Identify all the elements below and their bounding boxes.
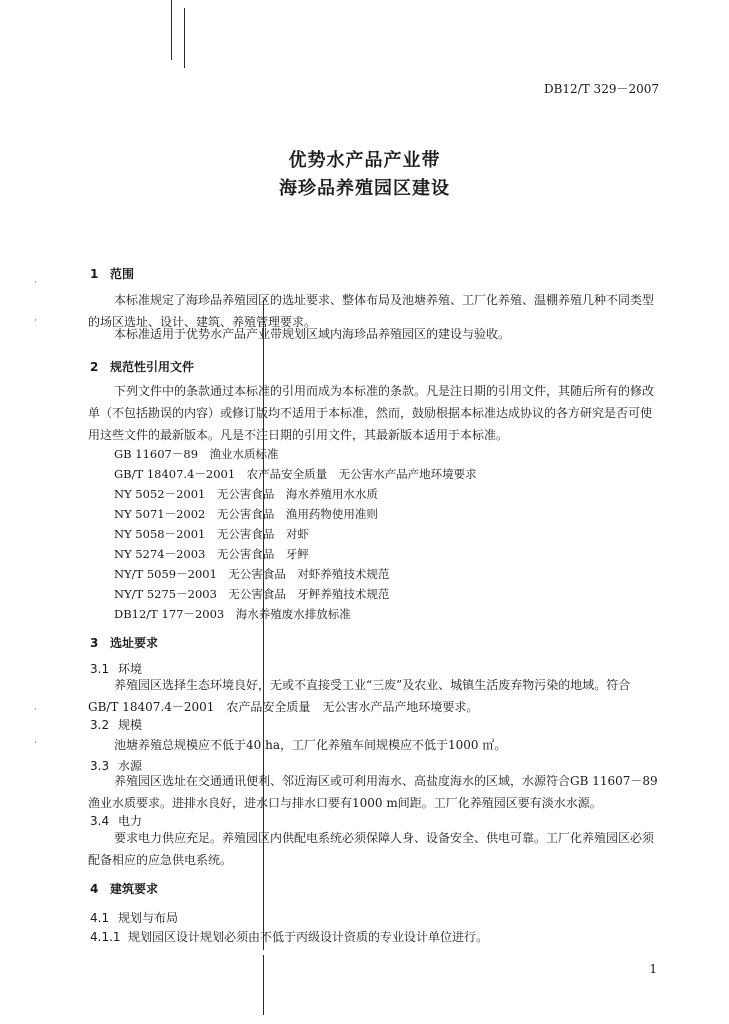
- clause-text: 规划园区设计规划必须由不低于丙级设计资质的专业设计单位进行。: [128, 930, 489, 944]
- scan-line: [184, 8, 185, 68]
- clause-number: 4.1.1: [90, 930, 121, 944]
- subsection-number: 4.1: [90, 911, 110, 925]
- scan-mark: ·: [34, 278, 37, 288]
- section-number: 4: [90, 882, 99, 896]
- reference-item: GB 11607－89 渔业水质标准: [114, 447, 279, 461]
- scope-paragraph-1: 本标准规定了海珍品养殖园区的选址要求、整体布局及池塘养殖、工厂化养殖、温棚养殖几种不同类型的场区选址、设计、建筑、养殖管理要求。: [88, 293, 655, 329]
- reference-item: NY 5058－2001 无公害食品 对虾: [114, 527, 309, 541]
- section-title: 选址要求: [110, 636, 159, 650]
- subsection-title: 水源: [118, 759, 143, 773]
- page-number: 1: [649, 962, 657, 976]
- scope-paragraph-2: 本标准适用于优势水产品产业带规划区域内海珍品养殖园区的建设与验收。: [114, 327, 511, 341]
- section-title: 规范性引用文件: [110, 360, 195, 374]
- scan-line: [171, 0, 172, 60]
- doc-title-line1: 优势水产品产业带: [288, 150, 441, 171]
- subsection-number: 3.4: [90, 814, 110, 828]
- scan-mark: ·: [34, 705, 37, 715]
- subsection-number: 3.1: [90, 662, 110, 676]
- section-number: 1: [90, 267, 99, 281]
- reference-item: NY/T 5275－2003 无公害食品 牙鲆养殖技术规范: [114, 587, 390, 601]
- subsection-heading-planning: [90, 909, 178, 926]
- reference-item: DB12/T 177－2003 海水养殖废水排放标准: [114, 607, 351, 621]
- subsection-heading-scale: [90, 716, 142, 733]
- reference-item: NY 5274－2003 无公害食品 牙鲆: [114, 547, 309, 561]
- subsection-number: 3.3: [90, 759, 110, 773]
- reference-item: GB/T 18407.4－2001 农产品安全质量 无公害水产品产地环境要求: [114, 467, 477, 481]
- subsection-title: 环境: [118, 662, 143, 676]
- subsection-title: 电力: [118, 814, 143, 828]
- environment-paragraph: 养殖园区选择生态环境良好，无或不直接受工业“三废”及农业、城镇生活废弃物污染的地域。符合GB/T 18407.4－2001 农产品安全质量 无公害水产品产地环境要求。: [88, 678, 631, 714]
- scan-mark: ·: [34, 316, 37, 326]
- water-paragraph: 养殖园区选址在交通通讯便利、邻近海区或可利用海水、高盐度海水的区域，水源符合GB 11607－89 渔业水质要求。进排水良好，进水口与排水口要有1000 m间距。工厂化养殖园区要有淡水水源。: [88, 774, 658, 810]
- section-title: 建筑要求: [110, 882, 159, 896]
- section-heading-scope: [90, 265, 134, 282]
- power-paragraph: 要求电力供应充足。养殖园区内供配电系统必须保障人身、设备安全、供电可靠。工厂化养殖园区必须配备相应的应急供电系统。: [88, 831, 655, 867]
- section-heading-construction: [90, 880, 158, 897]
- standard-code: DB12/T 329－2007: [543, 82, 659, 96]
- references-paragraph: 下列文件中的条款通过本标准的引用而成为本标准的条款。凡是注日期的引用文件，其随后所有的修改单（不包括勘误的内容）或修订版均不适用于本标准，然而，鼓励根据本标准达成协议的各方研究是否可使用这些文件的最新版本。凡是不注日期的引用文件，其最新版本适用于本标准。: [88, 384, 655, 442]
- subsection-title: 规模: [118, 718, 143, 732]
- reference-item: NY 5071－2002 无公害食品 渔用药物使用准则: [114, 507, 378, 521]
- scan-mark: ·: [34, 738, 37, 748]
- section-number: 2: [90, 360, 99, 374]
- subsection-title: 规划与布局: [118, 911, 179, 925]
- section-heading-site: [90, 634, 158, 651]
- scale-paragraph: 池塘养殖总规模应不低于40 ha，工厂化养殖车间规模应不低于1000 ㎡。: [114, 738, 507, 752]
- scan-line: [263, 955, 264, 1015]
- reference-item: NY/T 5059－2001 无公害食品 对虾养殖技术规范: [114, 567, 390, 581]
- reference-item: NY 5052－2001 无公害食品 海水养殖用水水质: [114, 487, 378, 501]
- doc-title-line2: 海珍品养殖园区建设: [279, 178, 450, 199]
- subsection-number: 3.2: [90, 718, 110, 732]
- section-heading-references: [90, 358, 194, 375]
- section-number: 3: [90, 636, 99, 650]
- section-title: 范围: [110, 267, 135, 281]
- clause-4-1-1: [90, 928, 488, 945]
